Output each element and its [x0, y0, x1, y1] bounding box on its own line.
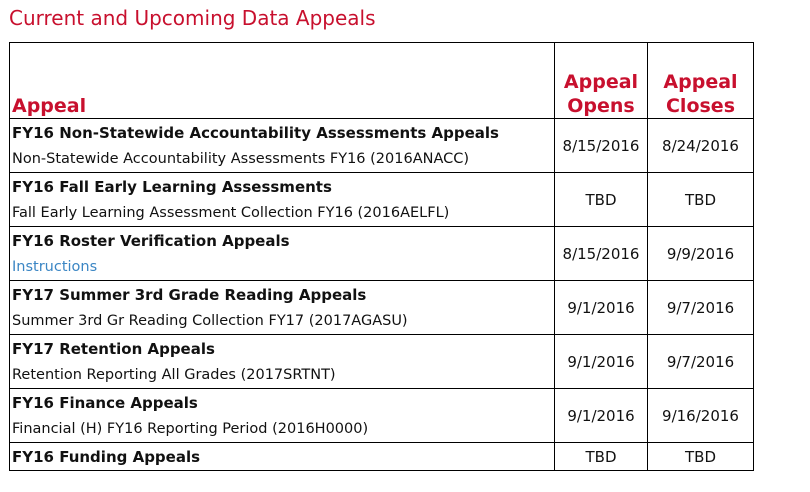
appeal-opens-date: 9/1/2016 [555, 335, 648, 389]
table-row [10, 389, 754, 443]
appeal-cell [10, 389, 555, 443]
appeal-opens-date: 8/15/2016 [555, 119, 648, 173]
appeal-cell [10, 335, 555, 389]
appeal-name: FY16 Fall Early Learning Assessments [12, 177, 332, 196]
table-header-row [10, 43, 754, 119]
appeal-closes-date: TBD [648, 173, 754, 227]
appeal-closes-date: 9/7/2016 [648, 281, 754, 335]
appeal-cell [10, 281, 555, 335]
appeal-name: FY16 Roster Verification Appeals [12, 231, 290, 250]
appeal-opens-date: TBD [555, 443, 648, 471]
appeal-closes-date: 9/9/2016 [648, 227, 754, 281]
appeals-table [9, 42, 754, 471]
appeal-closes-date: 9/7/2016 [648, 335, 754, 389]
appeal-opens-date: 8/15/2016 [555, 227, 648, 281]
appeal-opens-date: 9/1/2016 [555, 281, 648, 335]
appeal-closes-date: TBD [648, 443, 754, 471]
header-appeal-label: Appeal [12, 95, 87, 117]
table-row [10, 443, 754, 471]
header-appeal-opens [555, 43, 648, 119]
appeal-name: FY16 Non-Statewide Accountability Assessments Appeals [12, 123, 499, 142]
appeal-collection: Retention Reporting All Grades (2017SRTNT) [12, 366, 336, 383]
appeal-cell [10, 227, 555, 281]
instructions-link[interactable]: Instructions [12, 258, 98, 275]
header-opens-line2: Opens [567, 95, 635, 117]
header-appeal-closes [648, 43, 754, 119]
header-closes-line2: Closes [665, 95, 735, 117]
appeal-cell [10, 173, 555, 227]
appeal-closes-date: 8/24/2016 [648, 119, 754, 173]
appeal-name: FY16 Finance Appeals [12, 393, 198, 412]
appeal-name: FY17 Summer 3rd Grade Reading Appeals [12, 285, 367, 304]
appeal-closes-date: 9/16/2016 [648, 389, 754, 443]
appeal-collection: Non-Statewide Accountability Assessments FY16 (2016ANACC) [12, 150, 470, 167]
table-row [10, 335, 754, 389]
appeal-opens-date: TBD [555, 173, 648, 227]
appeal-cell [10, 119, 555, 173]
header-appeal [10, 43, 555, 119]
appeal-name: FY16 Funding Appeals [12, 447, 201, 466]
table-row [10, 281, 754, 335]
appeal-cell [10, 443, 555, 471]
table-row [10, 119, 754, 173]
table-row [10, 173, 754, 227]
appeal-opens-date: 9/1/2016 [555, 389, 648, 443]
table-row [10, 227, 754, 281]
header-closes-line1: Appeal [663, 71, 738, 93]
appeal-collection: Financial (H) FY16 Reporting Period (2016H0000) [12, 420, 369, 437]
appeal-collection: Fall Early Learning Assessment Collection FY16 (2016AELFL) [12, 204, 450, 221]
appeal-collection: Summer 3rd Gr Reading Collection FY17 (2017AGASU) [12, 312, 408, 329]
page-title: Current and Upcoming Data Appeals [9, 6, 376, 30]
appeal-name: FY17 Retention Appeals [12, 339, 215, 358]
header-opens-line1: Appeal [563, 71, 639, 93]
